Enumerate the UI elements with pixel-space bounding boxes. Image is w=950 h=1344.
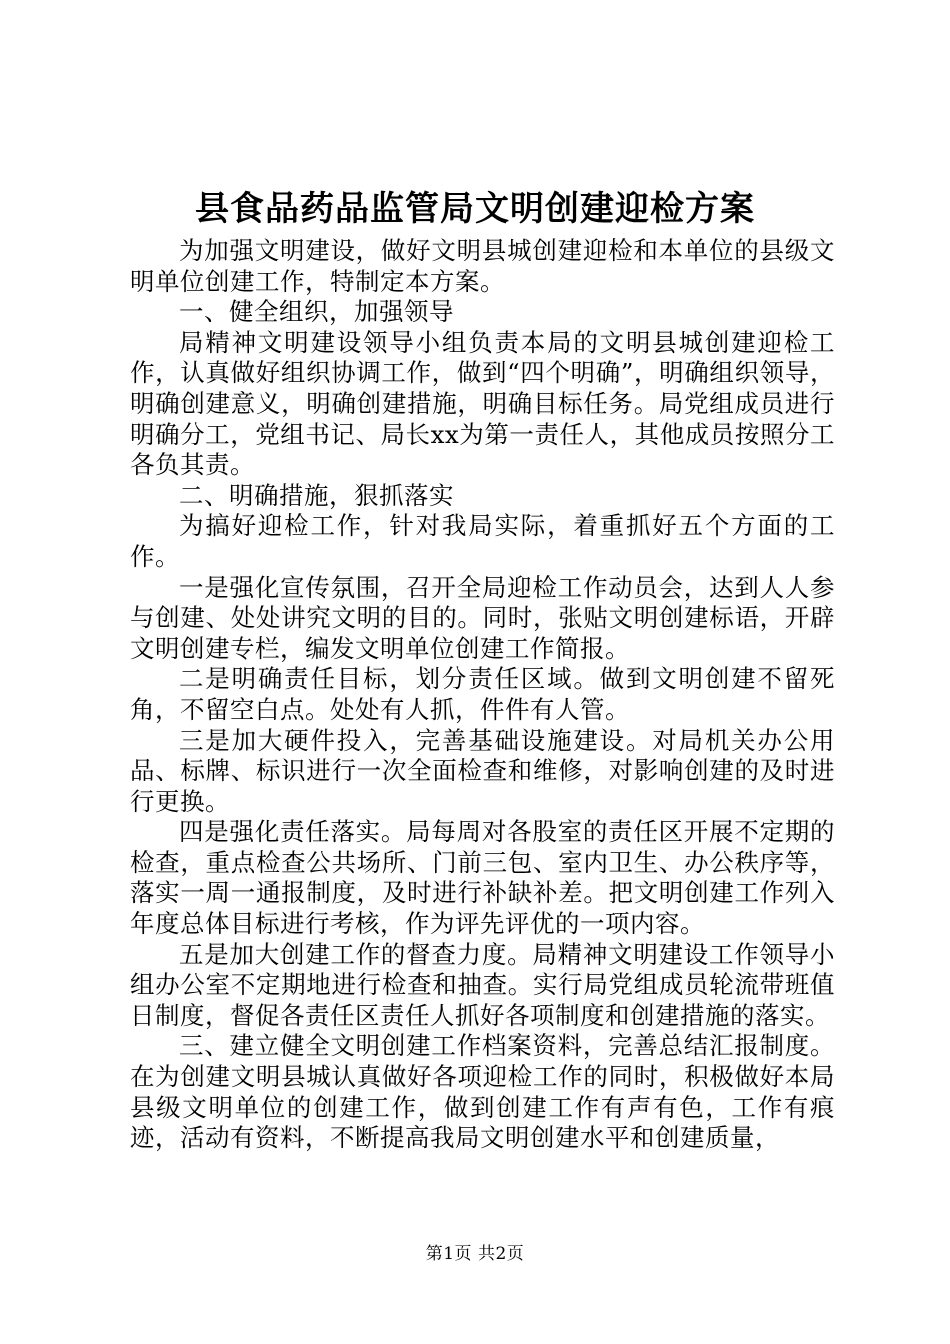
- paragraph-intro: 为加强文明建设，做好文明县城创建迎检和本单位的县级文明单位创建工作，特制定本方案。: [130, 236, 835, 296]
- paragraph-section-3: 三、建立健全文明创建工作档案资料，完善总结汇报制度。在为创建文明县城认真做好各项迎检工作的同时，积极做好本局县级文明单位的创建工作，做到创建工作有声有色，工作有痕迹，活动有资料，不断提高我局文明创建水平和创建质量，: [130, 1031, 835, 1153]
- paragraph-measure-3: 三是加大硬件投入，完善基础设施建设。对局机关办公用品、标牌、标识进行一次全面检查和维修，对影响创建的及时进行更换。: [130, 725, 835, 816]
- section-heading-2: 二、明确措施，狠抓落实: [179, 480, 454, 510]
- paragraph-measure-4: 四是强化责任落实。局每周对各股室的责任区开展不定期的检查，重点检查公共场所、门前三包、室内卫生、办公秩序等，落实一周一通报制度，及时进行补缺补差。把文明创建工作列入年度总体目标进行考核，作为评先评优的一项内容。: [130, 817, 835, 939]
- paragraph-organization: 局精神文明建设领导小组负责本局的文明县城创建迎检工作，认真做好组织协调工作，做到“四个明确”，明确组织领导，明确创建意义，明确创建措施，明确目标任务。局党组成员进行明确分工，党组书记、局长xx为第一责任人，其他成员按照分工各负其责。: [130, 327, 835, 480]
- paragraph-measure-5: 五是加大创建工作的督查力度。局精神文明建设工作领导小组办公室不定期地进行检查和抽查。实行局党组成员轮流带班值日制度，督促各责任区责任人抓好各项制度和创建措施的落实。: [130, 939, 835, 1030]
- paragraph-measure-2: 二是明确责任目标，划分责任区域。做到文明创建不留死角，不留空白点。处处有人抓，件件有人管。: [130, 664, 835, 724]
- document-title: 县食品药品监管局文明创建迎检方案: [195, 189, 755, 229]
- paragraph-measure-1: 一是强化宣传氛围，召开全局迎检工作动员会，达到人人参与创建、处处讲究文明的目的。同时，张贴文明创建标语，开辟文明创建专栏，编发文明单位创建工作简报。: [130, 572, 835, 663]
- document-body: [130, 236, 835, 1154]
- paragraph-measures-intro: 为搞好迎检工作，针对我局实际，着重抓好五个方面的工作。: [130, 511, 835, 571]
- section-heading-1: 一、健全组织，加强领导: [179, 297, 454, 327]
- page-number-footer: 第1页 共2页: [425, 1244, 525, 1264]
